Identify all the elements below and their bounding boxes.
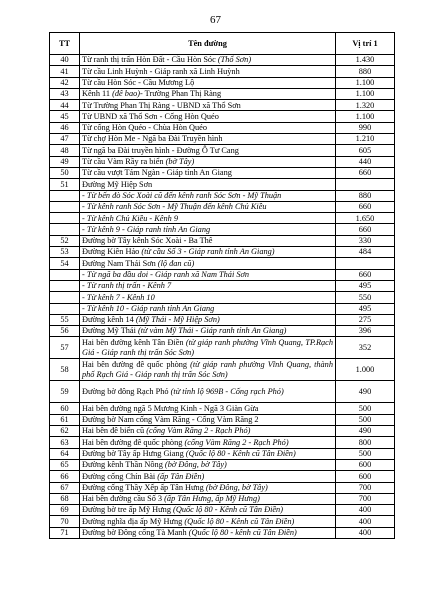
row-tt: 63 <box>50 437 80 448</box>
row-tt <box>50 213 80 224</box>
row-road-name <box>80 77 336 88</box>
table-row <box>50 482 395 493</box>
row-tt: 61 <box>50 414 80 425</box>
table-body <box>50 55 395 539</box>
table-row <box>50 122 395 133</box>
row-tt: 70 <box>50 516 80 527</box>
row-road-name <box>80 292 336 303</box>
road-name-text: Hai bên đường cầu Số 3 <box>82 494 163 504</box>
page-number: 67 <box>210 14 221 26</box>
row-position-1: 600 <box>336 459 395 470</box>
table-row <box>50 77 395 88</box>
row-position-1: 400 <box>336 527 395 538</box>
road-name-note: (từ cầu Số 3 - Giáp ranh tỉnh An Giang) <box>139 247 275 257</box>
road-price-table <box>49 32 395 539</box>
row-position-1: 880 <box>336 190 395 201</box>
road-name-text: Từ ranh thị trấn Hòn Đất - Cầu Hòn Sóc <box>82 55 216 65</box>
road-name-text: Đường Mỹ Thái <box>82 326 136 336</box>
row-position-1: 800 <box>336 437 395 448</box>
road-name-text: Từ chợ Hòn Me - Ngã ba Đài Truyền hình <box>82 134 223 144</box>
row-position-1: 660 <box>336 167 395 178</box>
row-road-name <box>80 314 336 325</box>
row-position-1: 495 <box>336 303 395 314</box>
table-row <box>50 224 395 235</box>
row-road-name <box>80 280 336 291</box>
table-row <box>50 88 395 99</box>
row-tt: 65 <box>50 459 80 470</box>
row-tt: 48 <box>50 145 80 156</box>
table-row <box>50 471 395 482</box>
row-tt <box>50 303 80 314</box>
table-row <box>50 403 395 414</box>
road-name-note: (ấp Tân Điền) <box>155 471 205 481</box>
row-tt: 64 <box>50 448 80 459</box>
road-name-note: (ấp Tân Hưng, ấp Mỹ Hưng) <box>162 494 260 504</box>
road-name-note: (Quốc lộ 80 - kênh cũ Tân Điền) <box>186 528 297 538</box>
row-position-1: 1.000 <box>336 359 395 381</box>
road-name-text: Hai bên đê biển cũ <box>82 426 145 436</box>
row-tt <box>50 224 80 235</box>
table-row <box>50 516 395 527</box>
row-road-name <box>80 381 336 403</box>
row-road-name <box>80 505 336 516</box>
table-row <box>50 247 395 258</box>
road-name-note: (cống Vàm Răng 2 - Rạch Phó) <box>182 437 289 447</box>
row-tt: 60 <box>50 403 80 414</box>
row-tt: 47 <box>50 134 80 145</box>
road-name-text: Từ UBND xã Thổ Sơn - Cống Hòn Quéo <box>82 111 219 121</box>
road-name-note: (từ tỉnh lộ 969B - Cống rạch Phó) <box>168 387 284 397</box>
row-position-1: 400 <box>336 505 395 516</box>
table-row <box>50 280 395 291</box>
road-name-text: Đường bờ Tây ấp Hưng Giang <box>82 448 184 458</box>
row-tt: 53 <box>50 247 80 258</box>
row-road-name <box>80 247 336 258</box>
row-road-name <box>80 414 336 425</box>
table-row <box>50 179 395 190</box>
road-name-text: Đường bờ Nam cống Vàm Răng - Cống Vàm Răng 2 <box>82 415 259 425</box>
table-row <box>50 326 395 337</box>
road-name-text: Từ cầu Linh Huỳnh - Giáp ranh xã Linh Huỳnh <box>82 66 240 76</box>
header-tt: TT <box>50 33 80 55</box>
row-position-1: 880 <box>336 66 395 77</box>
road-name-text: Đường bờ Đông cống Tà Manh <box>82 528 187 538</box>
row-road-name <box>80 437 336 448</box>
table-row <box>50 337 395 359</box>
road-name-note: (Quốc lộ 80 - Kênh cũ Tân Điền) <box>170 505 283 515</box>
row-position-1: 440 <box>336 156 395 167</box>
road-name-text: Đường kênh Thần Nông <box>82 460 163 470</box>
table-row <box>50 414 395 425</box>
row-tt <box>50 280 80 291</box>
table-row <box>50 235 395 246</box>
row-position-1: 700 <box>336 482 395 493</box>
table-row <box>50 381 395 403</box>
row-position-1: 1.100 <box>336 88 395 99</box>
row-road-name <box>80 426 336 437</box>
row-road-name <box>80 482 336 493</box>
row-road-name <box>80 55 336 66</box>
table-row <box>50 134 395 145</box>
road-name-text: Đường nghĩa địa ấp Mỹ Hưng <box>82 516 183 526</box>
table-row <box>50 190 395 201</box>
row-position-1: 990 <box>336 122 395 133</box>
road-name-text: - Từ kênh 9 - Giáp ranh tỉnh An Giang <box>82 224 211 234</box>
row-tt: 42 <box>50 77 80 88</box>
row-position-1: 396 <box>336 326 395 337</box>
row-position-1: 1.100 <box>336 111 395 122</box>
road-name-text: Từ cầu Hòn Sóc - Cầu Mương Lộ <box>82 77 195 87</box>
row-position-1: 1.100 <box>336 77 395 88</box>
road-name-text: - Từ ranh thị trấn - Kênh 7 <box>82 281 172 291</box>
row-position-1: 660 <box>336 224 395 235</box>
road-name-note: (từ giáp ranh phường Vĩnh Quang, TP.Rạch Giá - Giáp ranh thị trấn Sóc Sơn) <box>82 338 333 357</box>
road-name-note: (bờ Đông, bờ Tây) <box>203 482 268 492</box>
table-row <box>50 100 395 111</box>
row-position-1: 330 <box>336 235 395 246</box>
road-name-text: - Từ kênh 10 - Giáp ranh tỉnh An Giang <box>82 303 215 313</box>
row-road-name <box>80 269 336 280</box>
row-tt: 71 <box>50 527 80 538</box>
road-name-note: (Quốc lộ 80 - Kênh cũ Tân Điền) <box>183 448 296 458</box>
row-position-1: 275 <box>336 314 395 325</box>
road-name-text-cont: - Trường Phan Thị Ràng <box>140 89 222 99</box>
table-row <box>50 493 395 504</box>
row-road-name <box>80 66 336 77</box>
road-name-text: Hai bên đường kênh Tân Điền <box>82 338 184 348</box>
row-position-1 <box>336 179 395 190</box>
table-header-row <box>50 33 395 55</box>
row-position-1 <box>336 258 395 269</box>
row-road-name <box>80 100 336 111</box>
road-name-text: Đường Kiên Hảo <box>82 247 140 257</box>
table-row <box>50 505 395 516</box>
road-name-text: Đường bờ Tây kênh Sóc Xoài - Ba Thê <box>82 236 213 246</box>
road-name-note: (đê bao) <box>110 89 140 99</box>
header-position-1: Vị trí 1 <box>336 33 395 55</box>
road-name-text: Đường kênh 14 <box>82 315 134 325</box>
table-row <box>50 459 395 470</box>
road-name-text: - Từ bến đò Sóc Xoài cũ đến kênh ranh Sóc Sơn - Mỹ Thuận <box>82 190 282 200</box>
road-name-text: Đường cống Thầy Xếp ấp Tân Hưng <box>82 482 204 492</box>
row-road-name <box>80 213 336 224</box>
road-name-note: (lộ đan cũ) <box>155 258 195 268</box>
road-name-text: Từ Trường Phan Thị Ràng - UBND xã Thổ Sơn <box>82 100 241 110</box>
table-row <box>50 359 395 381</box>
road-name-text: Hai bên đường đê quốc phòng <box>82 360 188 370</box>
table-row <box>50 213 395 224</box>
table-row <box>50 426 395 437</box>
table-row <box>50 258 395 269</box>
row-tt <box>50 201 80 212</box>
row-tt: 58 <box>50 359 80 381</box>
row-road-name <box>80 224 336 235</box>
row-position-1: 1.430 <box>336 55 395 66</box>
table-row <box>50 448 395 459</box>
row-position-1: 605 <box>336 145 395 156</box>
row-tt: 45 <box>50 111 80 122</box>
table-row <box>50 156 395 167</box>
row-tt: 46 <box>50 122 80 133</box>
row-road-name <box>80 235 336 246</box>
row-tt: 49 <box>50 156 80 167</box>
row-road-name <box>80 111 336 122</box>
row-road-name <box>80 471 336 482</box>
table-row <box>50 527 395 538</box>
road-name-text: Đường Nam Thái Sơn <box>82 258 156 268</box>
road-name-text: Từ cống Hòn Quéo - Chùa Hòn Quéo <box>82 123 208 133</box>
row-road-name <box>80 337 336 359</box>
road-name-text: - Từ ngã ba đầu doi - Giáp ranh xã Nam Thái Sơn <box>82 269 250 279</box>
table-row <box>50 55 395 66</box>
row-road-name <box>80 258 336 269</box>
row-tt: 54 <box>50 258 80 269</box>
row-road-name <box>80 167 336 178</box>
row-tt: 68 <box>50 493 80 504</box>
row-tt <box>50 190 80 201</box>
row-tt <box>50 269 80 280</box>
road-name-text: - Từ kênh Chủ Kiều - Kênh 9 <box>82 213 179 223</box>
road-name-note: (Mỹ Thái - Mỹ Hiệp Sơn) <box>133 315 220 325</box>
row-road-name <box>80 201 336 212</box>
row-position-1: 495 <box>336 280 395 291</box>
table-row <box>50 314 395 325</box>
table-row <box>50 145 395 156</box>
table-row <box>50 269 395 280</box>
road-name-text: Từ cầu Vàm Rầy ra biển <box>82 157 164 167</box>
road-name-note: (bờ Đông, bờ Tây) <box>162 460 227 470</box>
row-tt: 62 <box>50 426 80 437</box>
road-name-note: (từ giáp ranh phường Vĩnh Quang, thành phố Rạch Giá - Giáp ranh thị trấn Sóc Sơn) <box>82 360 333 379</box>
row-road-name <box>80 145 336 156</box>
row-position-1: 1.650 <box>336 213 395 224</box>
row-position-1: 600 <box>336 471 395 482</box>
row-position-1: 660 <box>336 201 395 212</box>
row-position-1: 500 <box>336 414 395 425</box>
row-road-name <box>80 179 336 190</box>
row-position-1: 550 <box>336 292 395 303</box>
row-road-name <box>80 493 336 504</box>
row-tt: 40 <box>50 55 80 66</box>
road-name-text: Đường Mỹ Hiệp Sơn <box>82 179 153 189</box>
row-road-name <box>80 122 336 133</box>
road-name-note: (cống Vàm Răng 2 - Rạch Phó) <box>144 426 251 436</box>
row-position-1: 1.320 <box>336 100 395 111</box>
row-road-name <box>80 156 336 167</box>
row-position-1: 500 <box>336 448 395 459</box>
road-name-note: (từ vàm Mỹ Thái - Giáp ranh tỉnh An Giang) <box>135 326 287 336</box>
road-name-text: - Từ kênh 7 - Kênh 10 <box>82 292 155 302</box>
row-road-name <box>80 134 336 145</box>
row-position-1: 1.210 <box>336 134 395 145</box>
table-row <box>50 303 395 314</box>
road-name-text: - Từ kênh ranh Sóc Sơn - Mỹ Thuận đến kênh Chủ Kiều <box>82 202 267 212</box>
row-tt: 59 <box>50 381 80 403</box>
row-tt: 44 <box>50 100 80 111</box>
row-tt <box>50 292 80 303</box>
table-row <box>50 167 395 178</box>
row-tt: 41 <box>50 66 80 77</box>
road-name-note: (bờ Tây) <box>163 157 195 167</box>
row-road-name <box>80 190 336 201</box>
row-position-1: 700 <box>336 493 395 504</box>
table-row <box>50 66 395 77</box>
row-road-name <box>80 516 336 527</box>
road-name-text: Hai bên đường đê quốc phòng <box>82 437 183 447</box>
road-name-text: Từ ngã ba Đài truyền hình - Đường Ô Tư Cang <box>82 145 239 155</box>
road-name-text: Đường cống Chín Bài <box>82 471 156 481</box>
row-road-name <box>80 527 336 538</box>
table-row <box>50 292 395 303</box>
row-position-1: 490 <box>336 426 395 437</box>
road-name-text: Kênh 11 <box>82 89 111 99</box>
row-position-1: 660 <box>336 269 395 280</box>
header-road-name: Tên đường <box>80 33 336 55</box>
row-tt: 66 <box>50 471 80 482</box>
row-road-name <box>80 448 336 459</box>
row-tt: 67 <box>50 482 80 493</box>
row-road-name <box>80 326 336 337</box>
row-position-1: 490 <box>336 381 395 403</box>
road-name-text: Đường bờ tre ấp Mỹ Hưng <box>82 505 171 515</box>
row-position-1: 400 <box>336 516 395 527</box>
road-name-text: Hai bên đường ngã 5 Mương Kinh - Ngã 3 Giàn Gừa <box>82 403 259 413</box>
row-tt: 57 <box>50 337 80 359</box>
road-name-note: (Quốc lộ 80 - Kênh cũ Tân Điền) <box>182 516 295 526</box>
row-tt: 55 <box>50 314 80 325</box>
row-tt: 50 <box>50 167 80 178</box>
road-name-text: Từ cầu vượt Tám Ngàn - Giáp tỉnh An Giang <box>82 168 232 178</box>
row-position-1: 500 <box>336 403 395 414</box>
table-row <box>50 111 395 122</box>
road-name-note: (Thổ Sơn) <box>215 55 252 65</box>
row-tt: 52 <box>50 235 80 246</box>
row-tt: 56 <box>50 326 80 337</box>
row-position-1: 484 <box>336 247 395 258</box>
row-tt: 51 <box>50 179 80 190</box>
table-row <box>50 437 395 448</box>
row-road-name <box>80 459 336 470</box>
row-tt: 69 <box>50 505 80 516</box>
row-road-name <box>80 403 336 414</box>
row-tt: 43 <box>50 88 80 99</box>
row-road-name <box>80 88 336 99</box>
road-name-text: Đường bờ đông Rạch Phó <box>82 387 169 397</box>
row-road-name <box>80 303 336 314</box>
table-row <box>50 201 395 212</box>
row-road-name <box>80 359 336 381</box>
row-position-1: 352 <box>336 337 395 359</box>
